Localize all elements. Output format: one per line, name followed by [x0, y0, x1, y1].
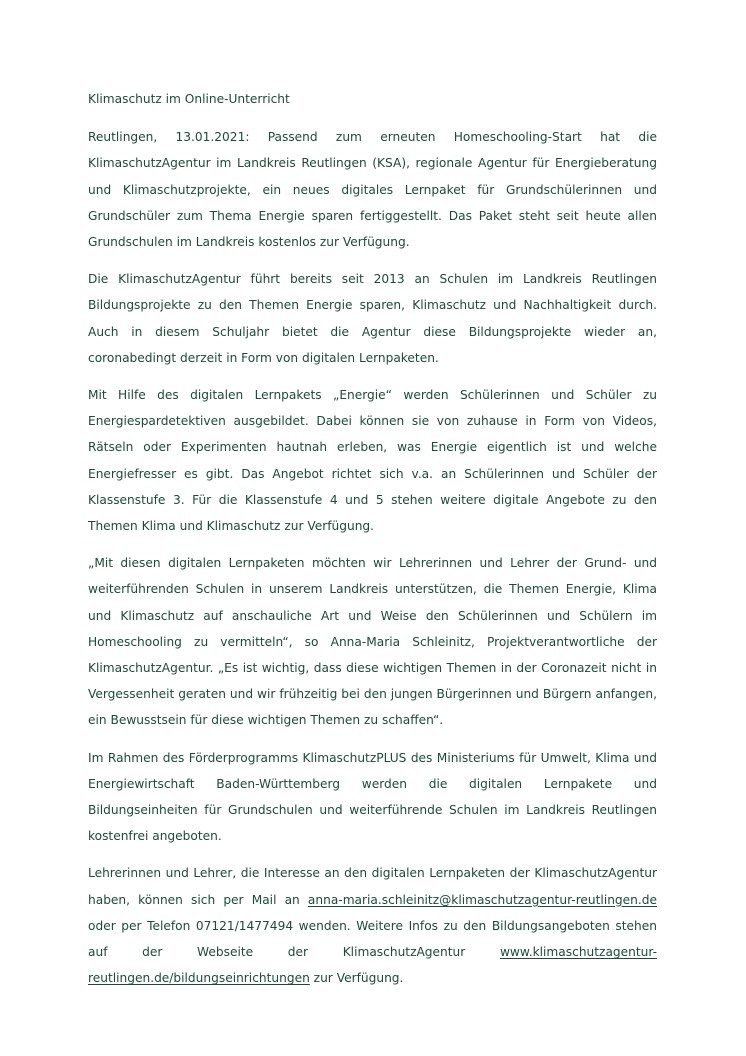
- document-title: Klimaschutz im Online-Unterricht: [88, 92, 290, 106]
- paragraph-background: Die KlimaschutzAgentur führt bereits seit 2013 an Schulen im Landkreis Reutlingen Bildungsprojekte zu den Themen Energie sparen, Klimaschutz und Nachhaltigkeit durch. Auch in diesem Schuljahr bietet die Agentur diese Bildungsprojekte wieder an, coronabedingt derzeit in Form von digitalen Lernpaketen.: [88, 272, 657, 365]
- contact-text-3: zur Verfügung.: [309, 971, 404, 986]
- contact-text-1: Lehrerinnen und Lehrer, die Interesse an den digitalen Lernpaketen der KlimaschutzAgentur haben, können sich per Mail an: [88, 866, 657, 907]
- paragraph-lernpaket: Mit Hilfe des digitalen Lernpakets „Energie“ werden Schülerinnen und Schüler zu Energiespardetektiven ausgebildet. Dabei können sie von zuhause in Form von Videos, Rätseln oder Experimenten hautnah erleben, was Energie eigentlich ist und welche Energiefresser es gibt. Das Angebot richtet sich v.a. an Schülerinnen und Schüler der Klassenstufe 3. Für die Klassenstufe 4 und 5 stehen weitere digitale Angebote zu den Themen Klima und Klimaschutz zur Verfügung.: [88, 388, 657, 534]
- paragraph-quote: „Mit diesen digitalen Lernpaketen möchten wir Lehrerinnen und Lehrer der Grund- und weiterführenden Schulen in unserem Landkreis unterstützen, die Themen Energie, Klima und Klimaschutz auf anschauliche Art und Weise den Schülerinnen und Schülern im Homeschooling zu vermitteln“, so Anna-Maria Schleinitz, Projektverantwortliche der KlimaschutzAgentur. „Es ist wichtig, dass diese wichtigen Themen in der Coronazeit nicht in Vergessenheit geraten und wir frühzeitig bei den jungen Bürgerinnen und Bürgern anfangen, ein Bewusstsein für diese wichtigen Themen zu schaffen“.: [88, 556, 657, 728]
- paragraph-intro: Reutlingen, 13.01.2021: Passend zum erneuten Homeschooling-Start hat die KlimaschutzAgentur im Landkreis Reutlingen (KSA), regionale Agentur für Energieberatung und Klimaschutzprojekte, ein neues digitales Lernpaket für Grundschülerinnen und Grundschüler zum Thema Energie sparen fertiggestellt. Das Paket steht seit heute allen Grundschulen im Landkreis kostenlos zur Verfügung.: [88, 130, 657, 250]
- website-link[interactable]: www.klimaschutzagentur-reutlingen.de/bildungseinrichtungen: [88, 945, 657, 986]
- email-link[interactable]: anna-maria.schleinitz@klimaschutzagentur-reutlingen.de: [307, 892, 657, 907]
- paragraph-funding: Im Rahmen des Förderprogramms KlimaschutzPLUS des Ministeriums für Umwelt, Klima und Energiewirtschaft Baden-Württemberg werden die digitalen Lernpakete und Bildungseinheiten für Grundschulen und weiterführende Schulen im Landkreis Reutlingen kostenfrei angeboten.: [88, 750, 657, 844]
- document-page: [88, 86, 657, 992]
- paragraph-contact: [88, 860, 657, 991]
- contact-text-2: oder per Telefon 07121/1477494 wenden. Weitere Infos zu den Bildungsangeboten stehen auf der Webseite der KlimaschutzAgentur: [88, 918, 657, 960]
